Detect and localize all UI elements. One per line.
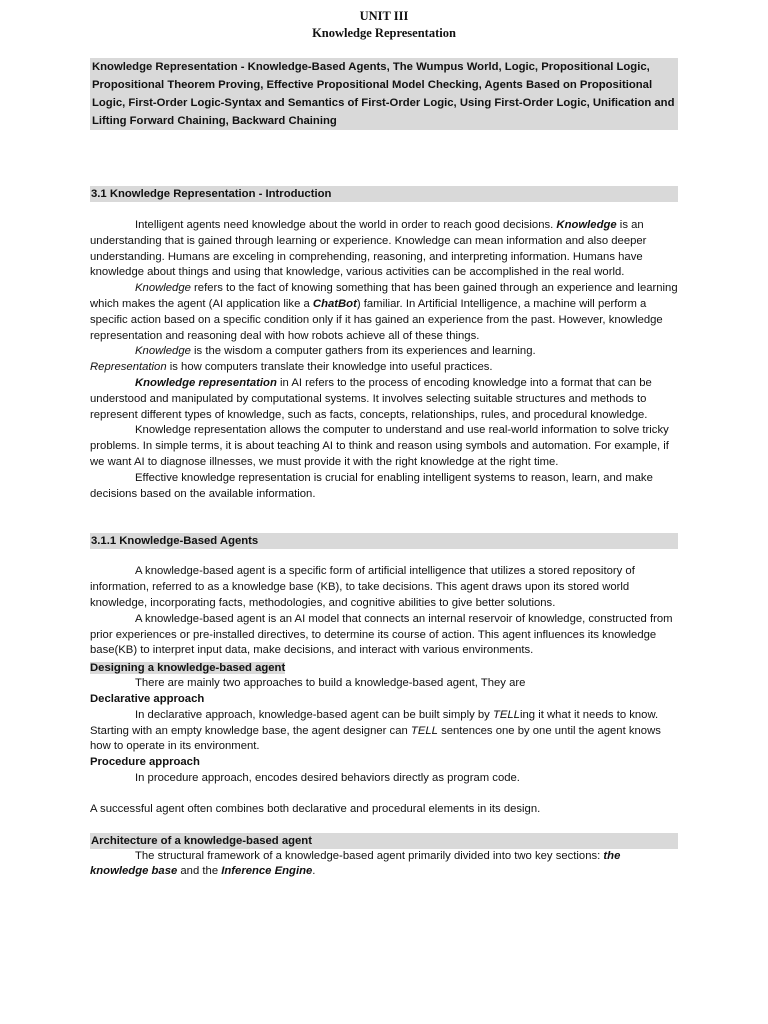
section-heading-3-1-1: 3.1.1 Knowledge-Based Agents	[90, 533, 678, 549]
paragraph: Knowledge representation allows the computer to understand and use real-world information to solve tricky problems. In simple terms, it is about teaching AI to think and reason using symbols and automation. For example, if we want AI to diagnose illnesses, we must provide it with the right knowledge at the right time.	[90, 424, 669, 468]
paragraph: Knowledge is the wisdom a computer gathers from its experiences and learning.	[135, 345, 536, 358]
paragraph: Knowledge representation in AI refers to the process of encoding knowledge into a format that can be understood and manipulated by computational systems. It involves selecting suitable structures and methods to represent different types of knowledge, such as facts, concepts, relationships, rules, and procedural knowledge.	[90, 376, 652, 421]
paragraph: In declarative approach, knowledge-based agent can be built simply by TELLing it what it needs to know. Starting with an empty knowledge base, the agent designer can TELL sentences one by one until the agent knows how to operate in its environment.	[90, 708, 661, 753]
paragraph: Representation is how computers translate their knowledge into useful practices.	[90, 361, 493, 374]
paragraph: A knowledge-based agent is a specific form of artificial intelligence that utilizes a stored repository of information, referred to as a knowledge base (KB), to take decisions. This agent draws upon its stored world knowledge, incorporating facts, methodologies, and cognitive abilities to give better solutions.	[90, 565, 635, 609]
paragraph: In procedure approach, encodes desired behaviors directly as program code.	[135, 771, 520, 784]
paragraph: The structural framework of a knowledge-based agent primarily divided into two key sections: the knowledge base and the Inference Engine.	[90, 849, 621, 878]
subheading-architecture: Architecture of a knowledge-based agent	[90, 833, 678, 849]
paragraph: There are mainly two approaches to build a knowledge-based agent, They are	[135, 677, 526, 690]
paragraph: Effective knowledge representation is crucial for enabling intelligent systems to reason, learn, and make decisions based on the available information.	[90, 471, 653, 500]
paragraph: Knowledge refers to the fact of knowing something that has been gained through an experience and learning which makes the agent (AI application like a ChatBot) familiar. In Artificial Intelligence, a machine will perform a specific action based on a specific condition only if it has gained an experience from the past. However, knowledge representation and reasoning deal with how robots achieve all of these things.	[90, 282, 678, 342]
paragraph: A knowledge-based agent is an AI model that connects an internal reservoir of knowledge, constructed from prior experiences or pre-installed directives, to determine its course of action. This agent influences its knowledge base(KB) to interpret input data, make decisions, and interact with various environments.	[90, 612, 673, 657]
subheading-declarative: Declarative approach	[90, 692, 205, 705]
document-page	[90, 8, 678, 880]
paragraph: Intelligent agents need knowledge about the world in order to reach good decisions. Knowledge is an understanding that is gained through learning or experience. Knowledge can mean information and also deeper understanding. Humans are exceling in comprehending, reasoning, and interpreting information. Humans have knowledge about things and using that knowledge, various activities can be accomplished in the real world.	[90, 219, 647, 279]
subheading-procedure: Procedure approach	[90, 756, 200, 769]
section-heading-3-1: 3.1 Knowledge Representation - Introduction	[90, 186, 678, 202]
unit-title: UNIT III	[359, 9, 409, 23]
unit-subtitle: Knowledge Representation	[312, 26, 456, 40]
paragraph: A successful agent often combines both declarative and procedural elements in its design.	[90, 802, 541, 815]
subheading-designing: Designing a knowledge-based agent	[90, 662, 286, 675]
topics-box: Knowledge Representation - Knowledge-Based Agents, The Wumpus World, Logic, Propositional Logic, Propositional Theorem Proving, Effective Propositional Model Checking, Agents Based on Propositional Logic, First-Order Logic-Syntax and Semantics of First-Order Logic, Using First-Order Logic, Unification and Lifting Forward Chaining, Backward Chaining	[90, 58, 678, 130]
